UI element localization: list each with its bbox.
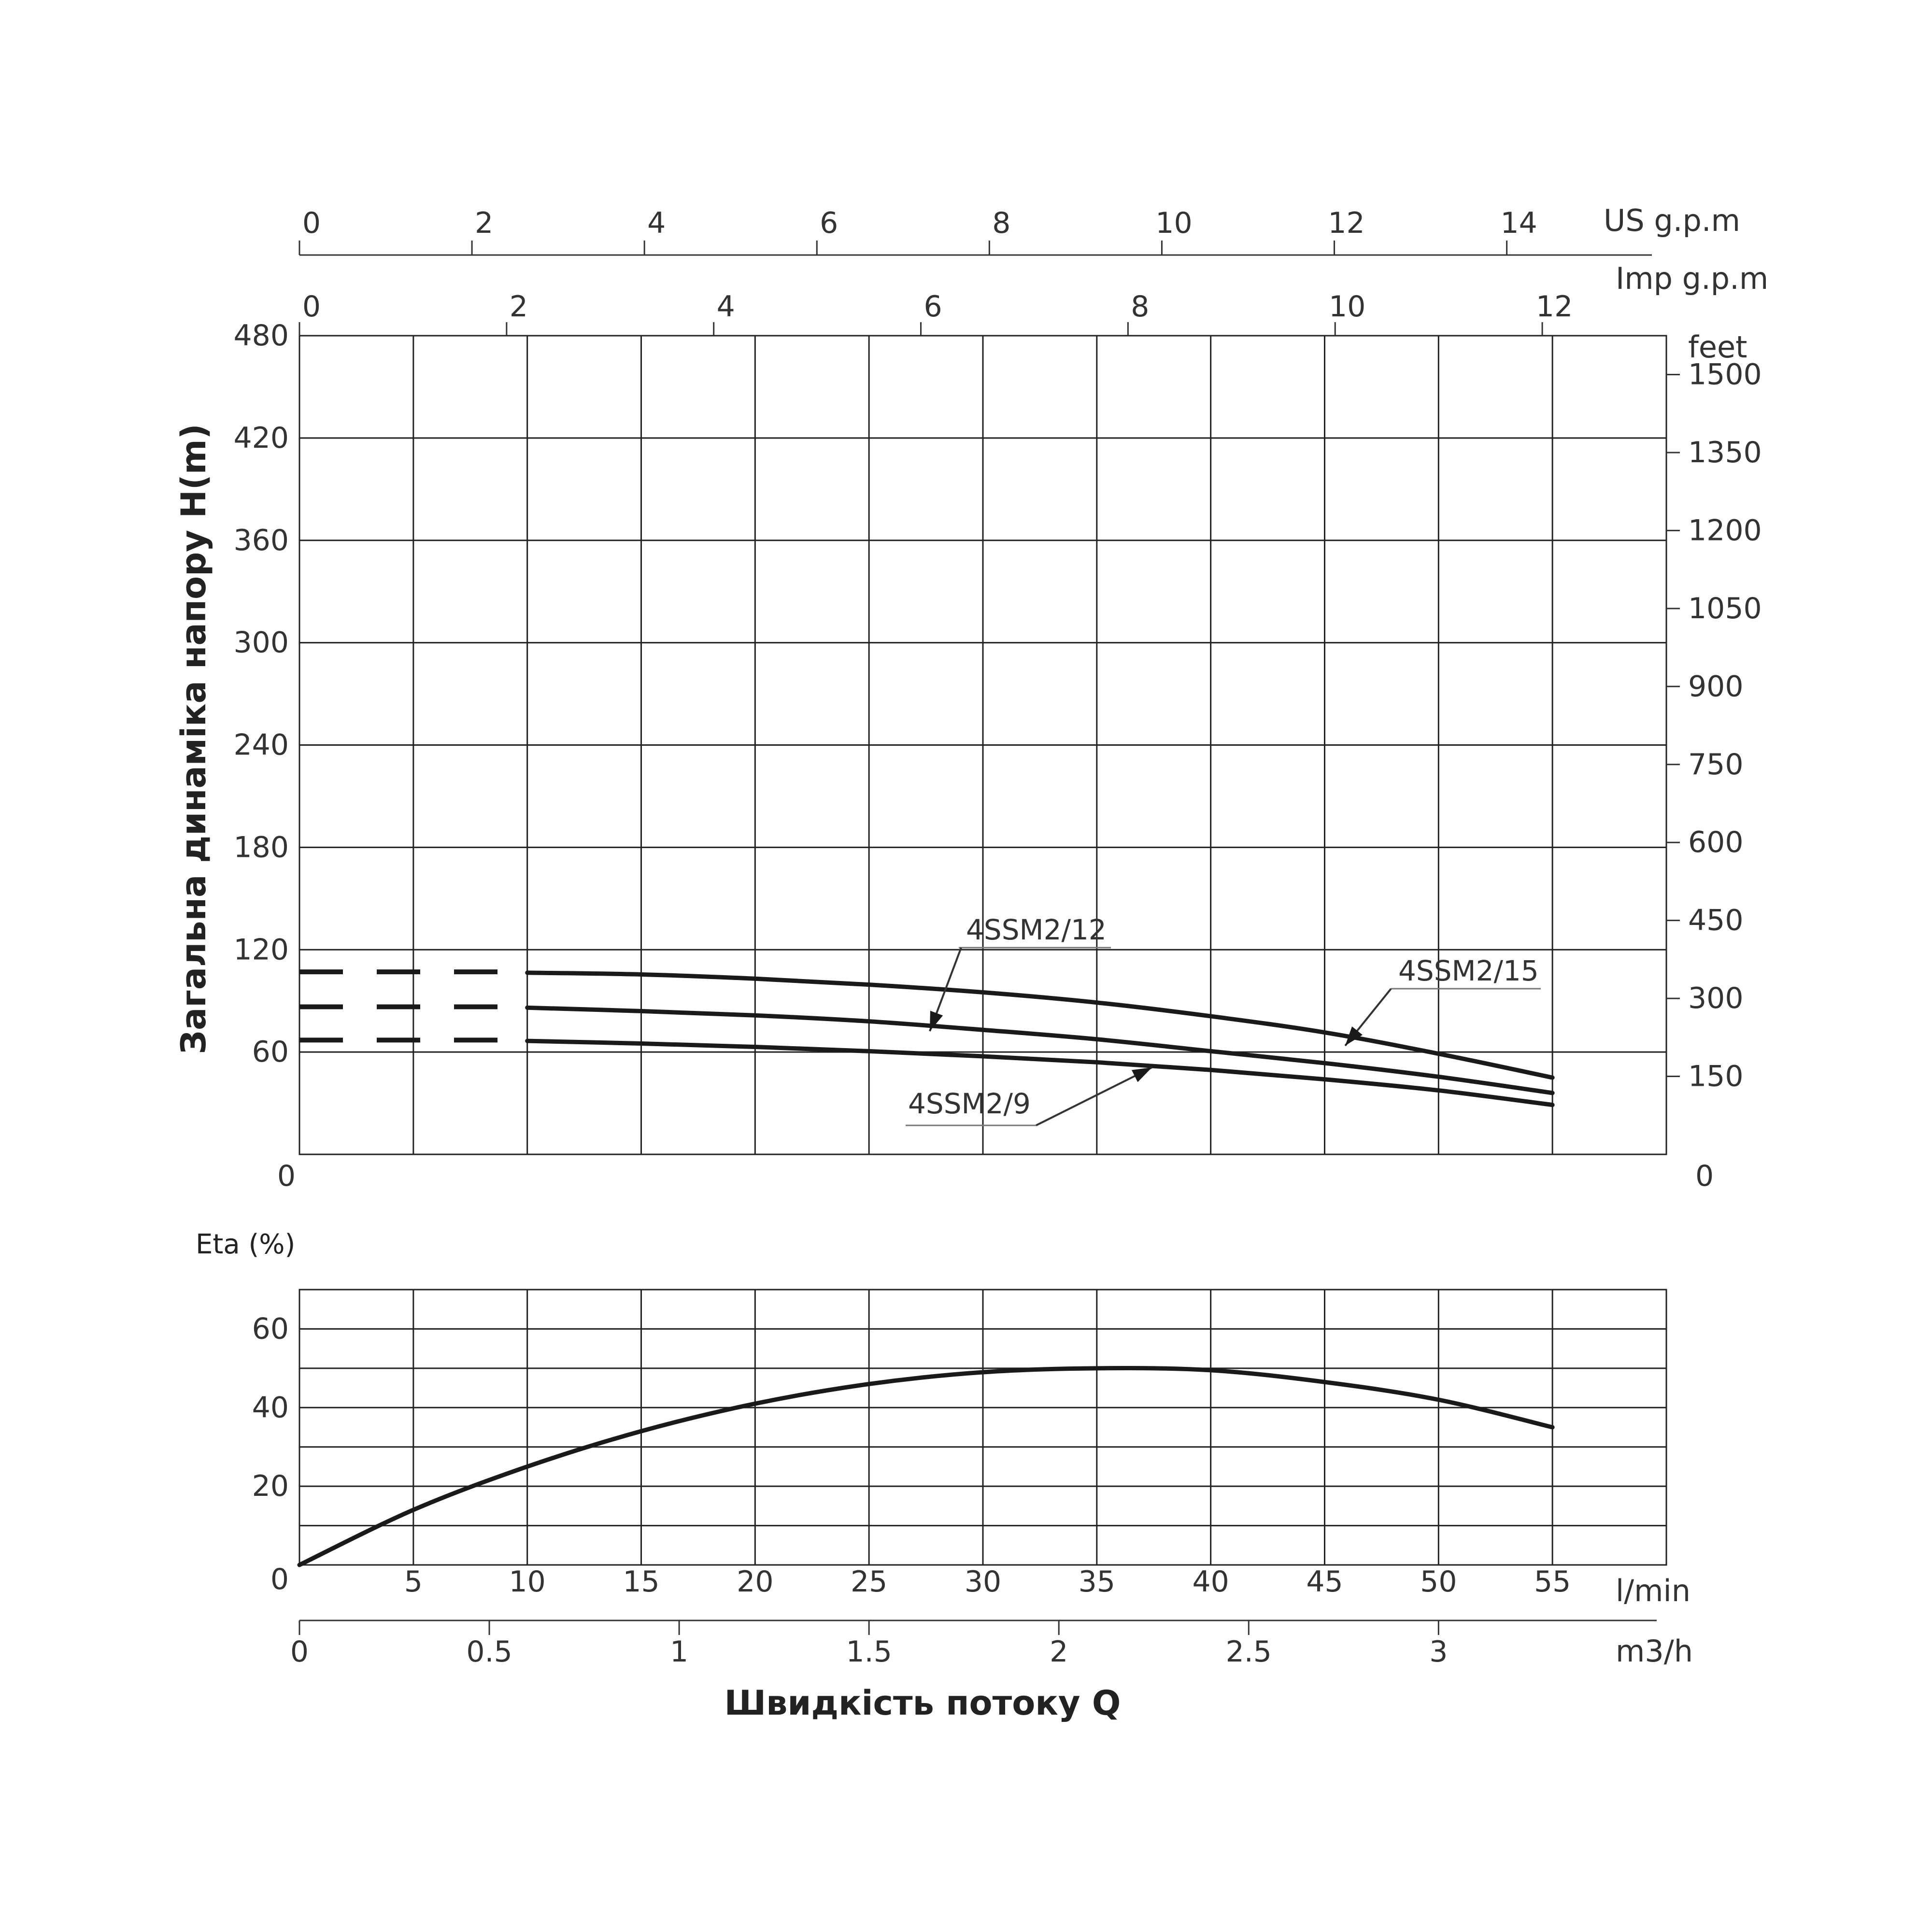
imp-gpm-tick-label: 6 xyxy=(923,290,942,324)
efficiency-y-tick-label: 20 xyxy=(252,1469,289,1504)
us-gpm-tick-label: 12 xyxy=(1328,206,1365,240)
lmin-tick-label: 10 xyxy=(509,1565,546,1599)
us-gpm-tick-label: 4 xyxy=(647,206,666,240)
feet-tick-label: 900 xyxy=(1688,669,1744,704)
flow-top-axes xyxy=(299,203,1768,336)
flow-bottom-axes xyxy=(290,1565,1693,1669)
lmin-tick-label: 30 xyxy=(964,1565,1002,1599)
lmin-tick-label: 15 xyxy=(623,1565,660,1599)
lmin-tick-label: 55 xyxy=(1534,1565,1571,1599)
feet-tick-label: 1500 xyxy=(1688,357,1762,392)
feet-tick-label: 150 xyxy=(1688,1059,1744,1094)
lmin-tick-label: 50 xyxy=(1420,1565,1457,1599)
y-axis-title: Загальна динаміка напору H(m) xyxy=(174,424,213,1054)
y-tick-label: 240 xyxy=(233,728,289,762)
y-tick-label: 480 xyxy=(233,319,289,353)
feet-tick-label: 1350 xyxy=(1688,435,1762,469)
lmin-tick-label: 25 xyxy=(850,1565,888,1599)
imp-gpm-tick-label: 8 xyxy=(1131,290,1150,324)
m3h-tick-label: 2.5 xyxy=(1225,1635,1272,1669)
us-gpm-tick-label: 14 xyxy=(1500,206,1537,240)
us-gpm-tick-label: 10 xyxy=(1155,206,1193,240)
m3h-tick-label: 1.5 xyxy=(846,1635,892,1669)
m3h-tick-label: 0.5 xyxy=(466,1635,512,1669)
efficiency-chart-grid xyxy=(299,1290,1666,1565)
lmin-tick-label: 35 xyxy=(1078,1565,1116,1599)
efficiency-y-tick-label: 60 xyxy=(252,1312,289,1346)
feet-tick-label: 0 xyxy=(1695,1159,1714,1193)
m3h-tick-label: 2 xyxy=(1050,1635,1068,1669)
imp-gpm-unit-label: Imp g.p.m xyxy=(1616,261,1769,296)
feet-tick-label: 300 xyxy=(1688,981,1744,1016)
feet-tick-label: 450 xyxy=(1688,903,1744,938)
feet-tick-label: 750 xyxy=(1688,747,1744,781)
lmin-tick-label: 20 xyxy=(737,1565,774,1599)
curve-label-4SSM2/12: 4SSM2/12 xyxy=(966,913,1107,946)
efficiency-y-zero-label: 0 xyxy=(270,1563,289,1596)
feet-tick-label: 1200 xyxy=(1688,513,1762,548)
m3h-tick-label: 1 xyxy=(670,1635,689,1669)
imp-gpm-tick-label: 0 xyxy=(302,290,321,324)
y-tick-label: 180 xyxy=(233,830,289,865)
m3h-unit-label: m3/h xyxy=(1616,1634,1693,1669)
head-chart-axes xyxy=(233,319,1762,1193)
feet-tick-label: 1050 xyxy=(1688,591,1762,625)
y-tick-label: 420 xyxy=(233,421,289,455)
feet-tick-label: 600 xyxy=(1688,825,1744,860)
y-tick-label: 60 xyxy=(252,1035,289,1069)
y-tick-label: 360 xyxy=(233,523,289,557)
lmin-tick-label: 5 xyxy=(404,1565,423,1599)
us-gpm-tick-label: 8 xyxy=(992,206,1011,240)
lmin-tick-label: 45 xyxy=(1306,1565,1343,1599)
efficiency-title: Eta (%) xyxy=(196,1229,296,1260)
us-gpm-tick-label: 0 xyxy=(302,206,321,240)
head-curves xyxy=(299,913,1552,1125)
m3h-tick-label: 3 xyxy=(1429,1635,1448,1669)
curve-label-4SSM2/9: 4SSM2/9 xyxy=(908,1087,1031,1120)
head-curve-4SSM2/12 xyxy=(527,1008,1553,1093)
us-gpm-tick-label: 6 xyxy=(820,206,838,240)
y-tick-label: 300 xyxy=(233,625,289,660)
x-axis-title: Швидкість потоку Q xyxy=(724,1683,1121,1723)
imp-gpm-tick-label: 4 xyxy=(716,290,735,324)
y-tick-label: 0 xyxy=(277,1159,296,1193)
imp-gpm-tick-label: 10 xyxy=(1329,290,1366,324)
y-tick-label: 120 xyxy=(233,933,289,967)
imp-gpm-tick-label: 12 xyxy=(1535,290,1573,324)
curve-leader-line xyxy=(1036,1067,1152,1125)
curve-arrowhead xyxy=(1132,1067,1152,1082)
curve-label-4SSM2/15: 4SSM2/15 xyxy=(1398,954,1539,987)
efficiency-curve xyxy=(299,1368,1552,1565)
imp-gpm-tick-label: 2 xyxy=(509,290,528,324)
feet-unit-label: feet xyxy=(1688,329,1747,365)
efficiency-curve-group xyxy=(299,1368,1552,1565)
lmin-unit-label: l/min xyxy=(1616,1573,1691,1608)
m3h-tick-label: 0 xyxy=(290,1635,309,1669)
efficiency-chart-axes xyxy=(252,1312,289,1596)
lmin-tick-label: 40 xyxy=(1192,1565,1229,1599)
us-gpm-tick-label: 2 xyxy=(474,206,494,240)
efficiency-y-tick-label: 40 xyxy=(252,1391,289,1425)
us-gpm-unit-label: US g.p.m xyxy=(1604,203,1740,238)
